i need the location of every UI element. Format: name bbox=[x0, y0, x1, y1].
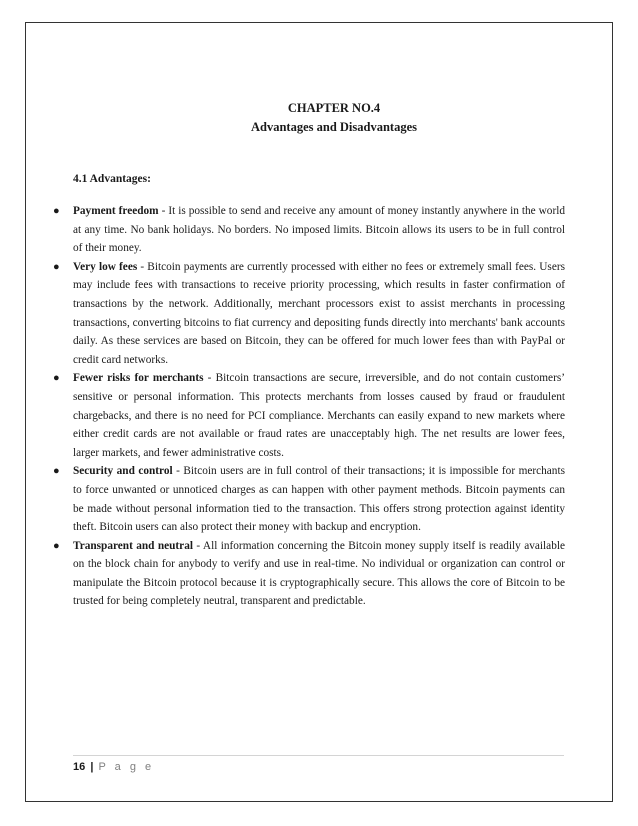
section-heading: 4.1 Advantages: bbox=[73, 173, 151, 185]
advantage-text: - All information concerning the Bitcoin money supply itself is readily available on the block chain for anybody to verify and use in real-time. No individual or organization can control or manipulate the Bitcoin protocol because it is cryptographically secure. This allows the core of Bitcoin to be trusted for being completely neutral, transparent and predictable. bbox=[73, 539, 565, 608]
list-item bbox=[48, 258, 565, 370]
chapter-heading bbox=[0, 99, 638, 137]
chapter-number: CHAPTER NO.4 bbox=[287, 101, 381, 115]
page-separator: | bbox=[90, 761, 94, 773]
advantage-term: Very low fees bbox=[73, 260, 138, 273]
page-label: P a g e bbox=[98, 761, 155, 773]
advantage-text: - Bitcoin transactions are secure, irreversible, and do not contain customers’ sensitive or personal information. This protects merchants from losses caused by fraud or fraudulent chargebacks, and there is no need for PCI compliance. Merchants can easily expand to new markets where either credit cards are not available or fraud rates are unacceptably high. The net results are lower fees, larger markets, and fewer administrative costs. bbox=[73, 372, 565, 459]
page-number: 16 bbox=[73, 761, 86, 773]
advantages-list bbox=[48, 202, 565, 611]
advantage-text: - It is possible to send and receive any amount of money instantly anywhere in the world at any time. No bank holidays. No borders. No imposed limits. Bitcoin allows its users to be in full control of their money. bbox=[73, 205, 565, 255]
advantage-term: Security and control bbox=[73, 465, 173, 478]
bullet-dot-icon: ● bbox=[53, 539, 60, 552]
advantage-term: Fewer risks for merchants bbox=[73, 372, 204, 385]
list-item bbox=[48, 537, 565, 611]
advantage-text: - Bitcoin users are in full control of their transactions; it is impossible for merchants to force unwanted or unnoticed charges as can happen with other payment methods. Bitcoin payments can be made without personal information tied to the transaction. This offers strong protection against identity theft. Bitcoin users can also protect their money with backup and encryption. bbox=[73, 465, 565, 534]
page-footer bbox=[73, 760, 154, 774]
list-item bbox=[48, 202, 565, 258]
bullet-dot-icon: ● bbox=[53, 465, 60, 478]
advantage-text: - Bitcoin payments are currently processed with either no fees or extremely small fees. Users may include fees with transactions to receive priority processing, which results in faster confirmation of transactions by the network. Additionally, merchant processors exist to assist merchants in processing transactions, converting bitcoins to fiat currency and depositing funds directly into merchants' bank accounts daily. As these services are based on Bitcoin, they can be offered for much lower fees than with PayPal or credit card networks. bbox=[73, 260, 565, 366]
bullet-dot-icon: ● bbox=[53, 205, 60, 217]
bullet-dot-icon: ● bbox=[53, 372, 60, 385]
list-item bbox=[48, 369, 565, 462]
footer-divider bbox=[73, 755, 564, 756]
advantage-term: Transparent and neutral bbox=[73, 539, 193, 552]
advantage-term: Payment freedom bbox=[73, 205, 159, 217]
bullet-dot-icon: ● bbox=[53, 260, 60, 273]
chapter-title: Advantages and Disadvantages bbox=[250, 120, 417, 134]
list-item bbox=[48, 462, 565, 536]
